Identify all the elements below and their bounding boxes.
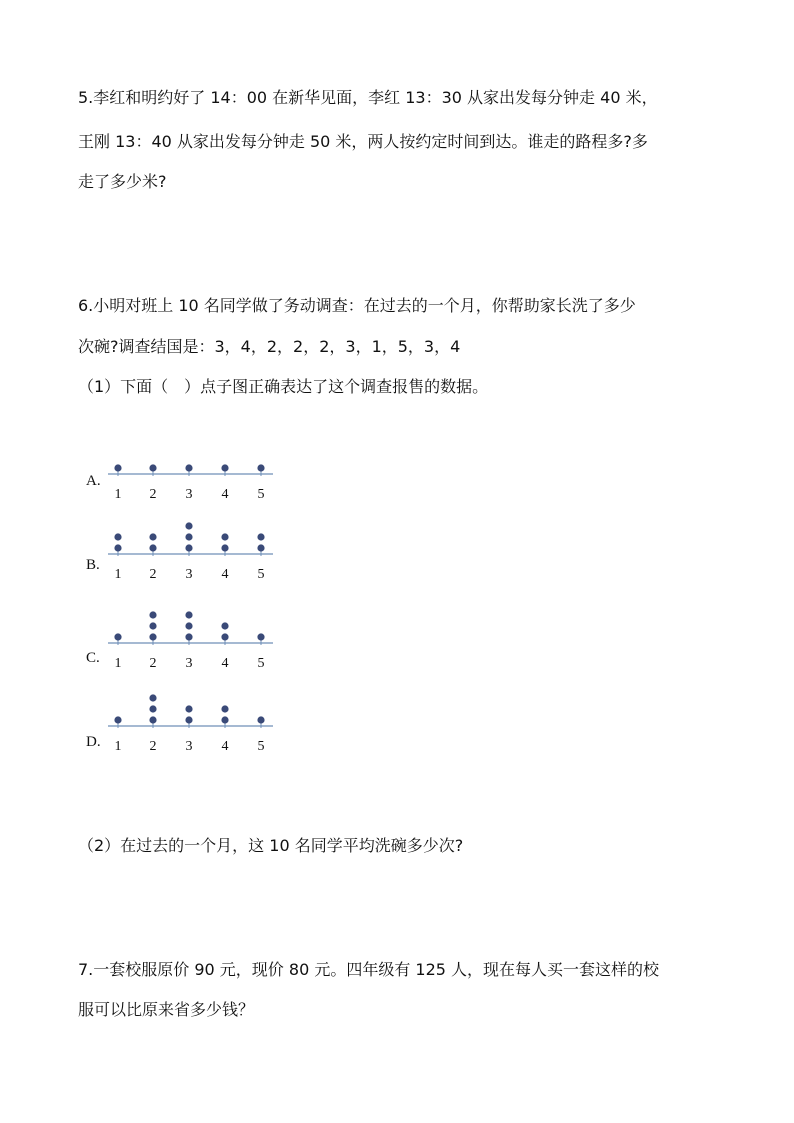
option-b-label: B.: [86, 557, 100, 573]
dot-2-1: [149, 464, 156, 471]
dot-1-2: [114, 533, 121, 540]
dot-3-2: [185, 705, 192, 712]
dot-2-2: [149, 533, 156, 540]
option-d-label: D.: [86, 734, 101, 750]
dot-3-1: [185, 464, 192, 471]
dot-plot-c: [108, 599, 278, 669]
tick-label-5: 5: [257, 567, 265, 582]
q6-line-1: 6.小明对班上 10 名同学做了务动调查：在过去的一个月，你帮助家长洗了多少: [78, 296, 636, 315]
dot-3-3: [185, 522, 192, 529]
dot-4-1: [221, 716, 228, 723]
dot-4-1: [221, 464, 228, 471]
q7-line-2: 服可以比原来省多少钱？: [78, 1000, 255, 1019]
tick-label-3: 3: [185, 567, 193, 582]
dot-2-1: [149, 544, 156, 551]
dot-2-2: [149, 622, 156, 629]
tick-label-1: 1: [114, 567, 122, 582]
tick-label-4: 4: [221, 567, 229, 582]
tick-label-1: 1: [114, 487, 122, 502]
dot-2-1: [149, 716, 156, 723]
tick-label-4: 4: [221, 739, 229, 754]
tick-label-2: 2: [149, 487, 157, 502]
tick-label-3: 3: [185, 656, 193, 671]
q6-part1: （1）下面（ ）点子图正确表达了这个调查报售的数据。: [78, 377, 489, 396]
dot-4-2: [221, 622, 228, 629]
dot-5-1: [257, 544, 264, 551]
tick-label-2: 2: [149, 656, 157, 671]
tick-label-4: 4: [221, 487, 229, 502]
q5-line-3: 走了多少米?: [78, 172, 167, 191]
dot-2-2: [149, 705, 156, 712]
dot-3-2: [185, 622, 192, 629]
dot-3-2: [185, 533, 192, 540]
dot-3-3: [185, 611, 192, 618]
tick-label-3: 3: [185, 487, 193, 502]
tick-label-2: 2: [149, 567, 157, 582]
tick-label-5: 5: [257, 739, 265, 754]
tick-label-2: 2: [149, 739, 157, 754]
dot-4-1: [221, 633, 228, 640]
dot-5-1: [257, 633, 264, 640]
dot-3-1: [185, 544, 192, 551]
tick-label-5: 5: [257, 487, 265, 502]
tick-label-1: 1: [114, 739, 122, 754]
q6-line-2: 次碗?调查结国是：3，4，2，2，2，3，1，5，3，4: [78, 337, 461, 356]
dot-plot-d: [108, 682, 278, 752]
tick-label-5: 5: [257, 656, 265, 671]
q5-line-2: 王刚 13：40 从家出发每分钟走 50 米，两人按约定时间到达。谁走的路程多?多: [78, 132, 648, 151]
dot-2-3: [149, 694, 156, 701]
dot-3-1: [185, 633, 192, 640]
dot-4-2: [221, 533, 228, 540]
dot-5-1: [257, 464, 264, 471]
dot-2-1: [149, 633, 156, 640]
dot-4-1: [221, 544, 228, 551]
q5-line-1: 5.李红和明约好了 14：00 在新华见面，李红 13：30 从家出发每分钟走 40 米，: [78, 88, 658, 107]
dot-2-3: [149, 611, 156, 618]
dot-3-1: [185, 716, 192, 723]
dot-4-2: [221, 705, 228, 712]
option-a-label: A.: [86, 473, 101, 489]
dot-1-1: [114, 633, 121, 640]
dot-1-1: [114, 716, 121, 723]
dot-5-2: [257, 533, 264, 540]
option-c-label: C.: [86, 650, 100, 666]
dot-1-1: [114, 544, 121, 551]
q6-part2: （2）在过去的一个月，这 10 名同学平均洗碗多少次?: [78, 836, 464, 855]
dot-5-1: [257, 716, 264, 723]
tick-label-1: 1: [114, 656, 122, 671]
dot-plot-b: [108, 510, 278, 580]
tick-label-3: 3: [185, 739, 193, 754]
q7-line-1: 7.一套校服原价 90 元，现价 80 元。四年级有 125 人，现在每人买一套这样的校: [78, 960, 660, 979]
tick-label-4: 4: [221, 656, 229, 671]
dot-1-1: [114, 464, 121, 471]
